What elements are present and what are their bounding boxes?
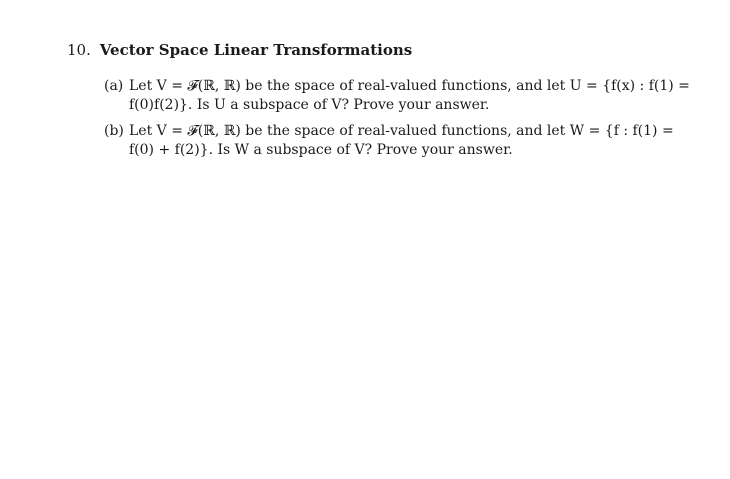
- part-b: [104, 122, 704, 160]
- part-b-line-2: f(0) + f(2)}. Is W a subspace of V? Prove your answer.: [129, 142, 513, 158]
- problem-parts: [104, 77, 704, 167]
- problem-number: 10.: [67, 41, 91, 59]
- part-b-label: (b): [104, 123, 124, 139]
- problem-heading: [67, 40, 707, 60]
- part-a-line-2: f(0)f(2)}. Is U a subspace of V? Prove your answer.: [129, 97, 490, 113]
- problem-10: [67, 40, 707, 158]
- part-a-line-1: Let V = 𝓕(ℝ, ℝ) be the space of real-valued functions, and let U = {f(x) : f(1) =: [129, 78, 690, 94]
- part-a-label: (a): [104, 78, 124, 94]
- part-a: [104, 77, 704, 115]
- problem-title: Vector Space Linear Transformations: [99, 41, 413, 59]
- part-b-line-1: Let V = 𝓕(ℝ, ℝ) be the space of real-valued functions, and let W = {f : f(1) =: [129, 123, 674, 139]
